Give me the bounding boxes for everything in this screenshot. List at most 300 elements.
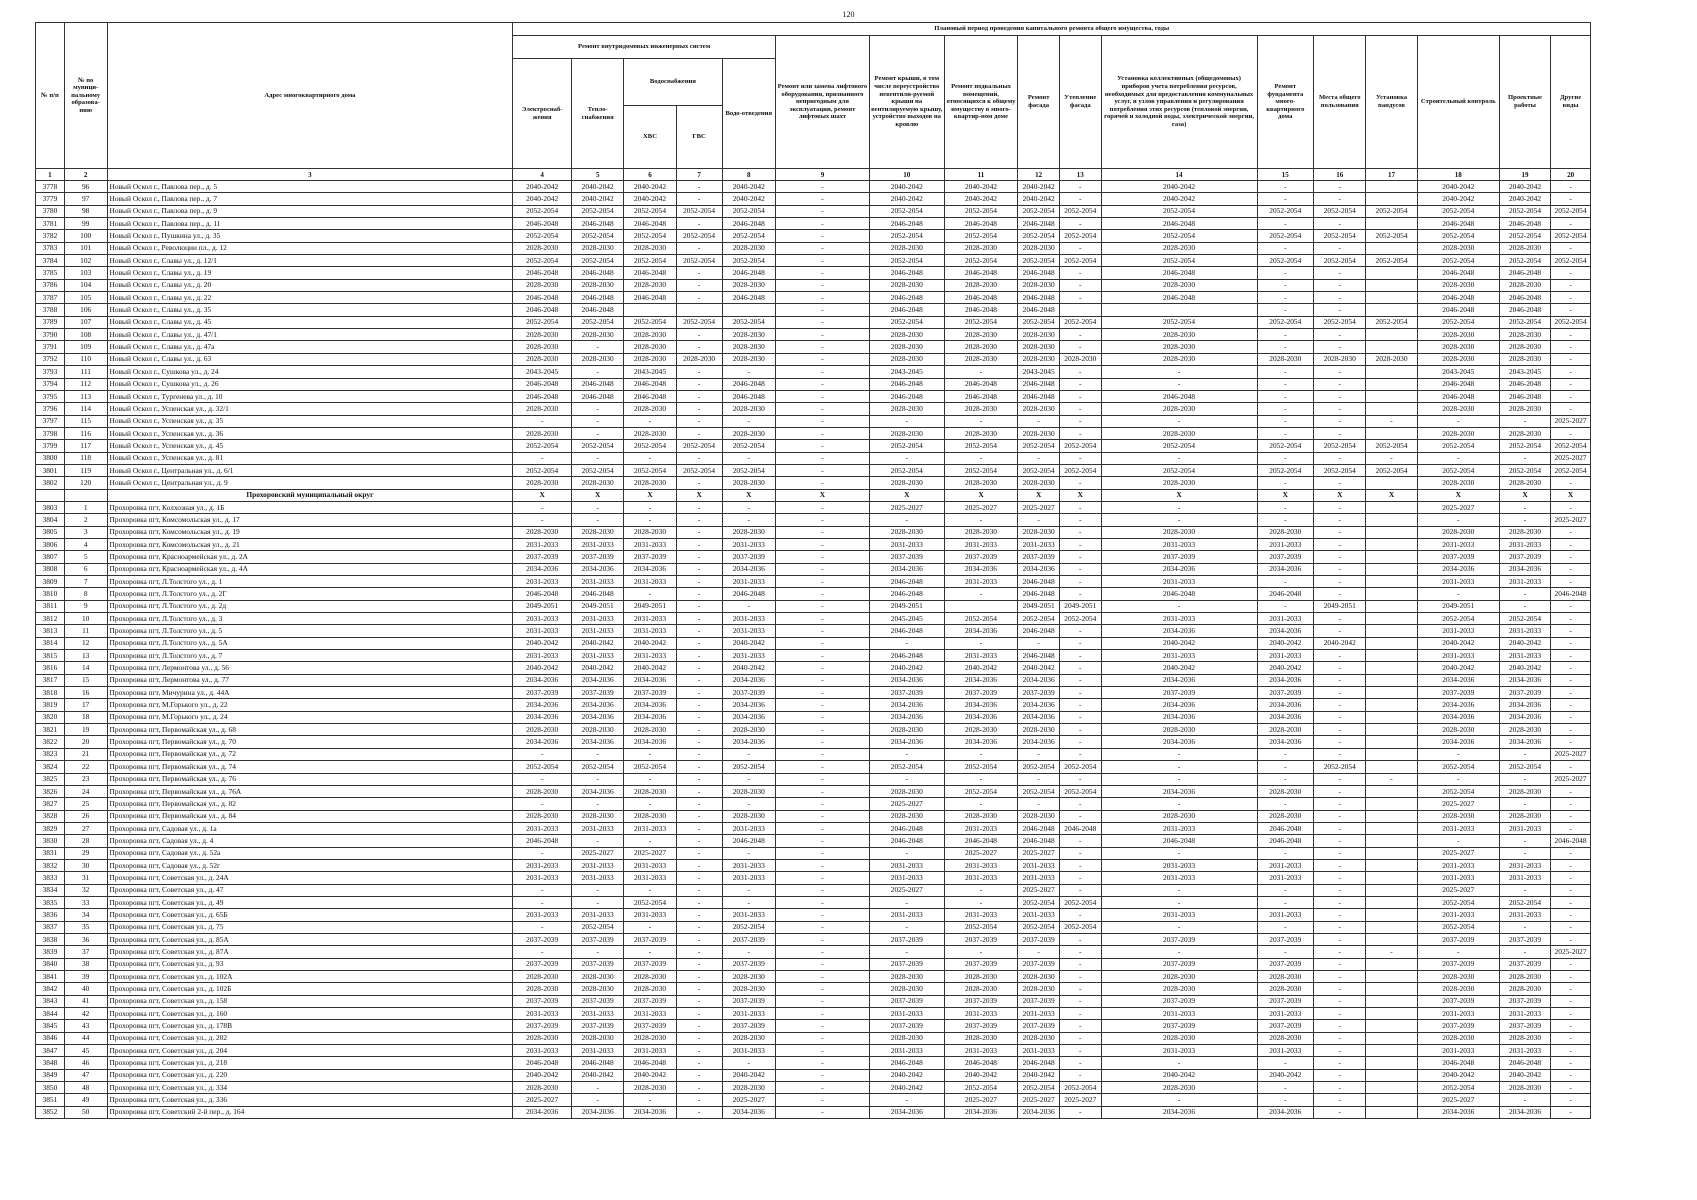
period-cell: - — [676, 279, 722, 291]
period-cell: 2046-2048 — [624, 378, 676, 390]
period-cell: 2052-2054 — [1551, 464, 1591, 476]
period-cell: 2037-2039 — [1499, 687, 1550, 699]
period-cell: - — [1551, 403, 1591, 415]
period-cell: 2028-2030 — [572, 353, 624, 365]
period-cell: - — [1059, 798, 1101, 810]
period-cell: 2046-2048 — [1257, 835, 1314, 847]
period-cell: 2052-2054 — [676, 440, 722, 452]
address-cell: Прохоровка пгт, Л.Толстого ул., д. 5 — [107, 625, 513, 637]
period-cell — [1366, 822, 1417, 834]
period-cell: 2031-2033 — [1417, 1008, 1499, 1020]
period-cell: - — [775, 464, 869, 476]
period-cell: - — [722, 452, 775, 464]
period-cell: 2052-2054 — [869, 230, 944, 242]
municipal-number: 37 — [64, 946, 107, 958]
period-cell: - — [1257, 896, 1314, 908]
period-cell: 2028-2030 — [1101, 724, 1257, 736]
period-cell: 2025-2027 — [513, 1094, 572, 1106]
period-cell: - — [775, 699, 869, 711]
period-cell: 2034-2036 — [572, 736, 624, 748]
period-cell: 2040-2042 — [1417, 193, 1499, 205]
period-cell: 2028-2030 — [1417, 526, 1499, 538]
period-cell: 2031-2033 — [1499, 822, 1550, 834]
table-row — [36, 613, 1591, 625]
period-cell: 2040-2042 — [1499, 637, 1550, 649]
period-cell: 2034-2036 — [869, 711, 944, 723]
period-cell — [944, 600, 1018, 612]
period-cell: 2052-2054 — [722, 255, 775, 267]
period-cell: - — [1059, 242, 1101, 254]
municipal-number: 113 — [64, 390, 107, 402]
address-cell: Прохоровка пгт, Советская ул., д. 158 — [107, 995, 513, 1007]
period-cell: 2037-2039 — [722, 995, 775, 1007]
municipal-number: 26 — [64, 810, 107, 822]
period-cell — [1366, 859, 1417, 871]
period-cell: - — [676, 761, 722, 773]
period-cell: 2028-2030 — [572, 477, 624, 489]
period-cell: - — [869, 921, 944, 933]
address-cell: Новый Оскол г., Успенская ул., д. 36 — [107, 427, 513, 439]
municipal-number: 10 — [64, 613, 107, 625]
period-cell: - — [1059, 687, 1101, 699]
table-row — [36, 847, 1591, 859]
period-cell: - — [775, 267, 869, 279]
period-cell: 2028-2030 — [513, 724, 572, 736]
period-cell: - — [722, 884, 775, 896]
period-cell: 2052-2054 — [1366, 464, 1417, 476]
period-cell: 2037-2039 — [944, 551, 1018, 563]
period-cell: 2043-2045 — [869, 366, 944, 378]
period-cell — [1366, 798, 1417, 810]
municipal-number: 117 — [64, 440, 107, 452]
period-cell: 2040-2042 — [572, 1069, 624, 1081]
period-cell: - — [572, 773, 624, 785]
period-cell: - — [624, 588, 676, 600]
period-cell: - — [1257, 218, 1314, 230]
period-cell: - — [676, 884, 722, 896]
period-cell: 2040-2042 — [1101, 637, 1257, 649]
period-cell — [1366, 872, 1417, 884]
period-cell: - — [775, 773, 869, 785]
row-index: 3851 — [36, 1094, 65, 1106]
period-cell: 2028-2030 — [624, 403, 676, 415]
municipal-number: 47 — [64, 1069, 107, 1081]
period-cell: - — [1314, 724, 1366, 736]
table-row — [36, 538, 1591, 550]
section-mark: X — [1059, 489, 1101, 501]
period-cell: 2028-2030 — [624, 785, 676, 797]
column-number: 14 — [1101, 169, 1257, 181]
period-cell: 2046-2048 — [722, 292, 775, 304]
period-cell — [1366, 551, 1417, 563]
period-cell: 2046-2048 — [944, 835, 1018, 847]
period-cell: - — [513, 946, 572, 958]
municipal-number: 27 — [64, 822, 107, 834]
address-cell: Прохоровка пгт, Л.Толстого ул., д. 2д — [107, 600, 513, 612]
header-heat: Тепло-снабжения — [572, 59, 624, 169]
period-cell: - — [775, 859, 869, 871]
header-construction-control: Строительный контроль — [1417, 36, 1499, 169]
period-cell — [1366, 847, 1417, 859]
period-cell: - — [1314, 341, 1366, 353]
address-cell: Прохоровка пгт, Советская ул., д. 204 — [107, 1045, 513, 1057]
period-cell: 2028-2030 — [722, 810, 775, 822]
period-cell: - — [1551, 650, 1591, 662]
municipal-number: 114 — [64, 403, 107, 415]
period-cell: - — [1551, 600, 1591, 612]
table-row — [36, 896, 1591, 908]
address-cell: Прохоровка пгт, Первомайская ул., д. 68 — [107, 724, 513, 736]
period-cell: - — [944, 884, 1018, 896]
period-cell: - — [775, 724, 869, 736]
municipal-number: 105 — [64, 292, 107, 304]
period-cell: 2040-2042 — [722, 193, 775, 205]
period-cell: 2040-2042 — [944, 662, 1018, 674]
period-cell: 2052-2054 — [572, 255, 624, 267]
municipal-number: 15 — [64, 674, 107, 686]
period-cell: - — [869, 1094, 944, 1106]
period-cell: - — [1551, 329, 1591, 341]
period-cell: 2031-2033 — [1499, 859, 1550, 871]
period-cell: 2028-2030 — [1101, 329, 1257, 341]
period-cell — [1366, 687, 1417, 699]
period-cell: - — [572, 415, 624, 427]
section-mark: X — [1366, 489, 1417, 501]
period-cell: - — [1059, 637, 1101, 649]
row-index: 3814 — [36, 637, 65, 649]
period-cell: 2052-2054 — [722, 464, 775, 476]
period-cell: - — [1059, 193, 1101, 205]
period-cell: - — [1551, 563, 1591, 575]
period-cell: 2037-2039 — [1101, 933, 1257, 945]
period-cell: 2031-2033 — [869, 1008, 944, 1020]
period-cell: - — [624, 501, 676, 513]
period-cell: 2025-2027 — [1417, 847, 1499, 859]
period-cell: 2040-2042 — [1417, 662, 1499, 674]
period-cell — [1366, 736, 1417, 748]
period-cell: 2028-2030 — [513, 279, 572, 291]
address-cell: Прохоровка пгт, Советская ул., д. 178В — [107, 1020, 513, 1032]
period-cell — [1366, 181, 1417, 193]
period-cell: 2052-2054 — [676, 464, 722, 476]
period-cell: 2037-2039 — [722, 1020, 775, 1032]
period-cell: 2040-2042 — [1101, 662, 1257, 674]
period-cell: 2025-2027 — [1551, 514, 1591, 526]
row-index: 3811 — [36, 600, 65, 612]
period-cell: 2028-2030 — [624, 810, 676, 822]
period-cell: 2028-2030 — [624, 983, 676, 995]
row-index: 3843 — [36, 995, 65, 1007]
period-cell: 2031-2033 — [1257, 1008, 1314, 1020]
period-cell: 2034-2036 — [513, 563, 572, 575]
period-cell: - — [1059, 501, 1101, 513]
header-water-supply: Водоснабжения — [624, 59, 722, 106]
period-cell: 2034-2036 — [1499, 563, 1550, 575]
column-number: 9 — [775, 169, 869, 181]
period-cell: - — [1059, 711, 1101, 723]
period-cell: 2028-2030 — [1101, 242, 1257, 254]
period-cell: - — [1314, 1020, 1366, 1032]
period-cell: 2028-2030 — [1499, 353, 1550, 365]
row-index: 3786 — [36, 279, 65, 291]
period-cell: 2031-2033 — [572, 872, 624, 884]
period-cell: 2052-2054 — [1101, 255, 1257, 267]
period-cell: - — [1551, 279, 1591, 291]
municipal-number: 102 — [64, 255, 107, 267]
period-cell: 2028-2030 — [944, 242, 1018, 254]
period-cell — [1366, 1082, 1417, 1094]
section-title: Прохоровский муниципальный округ — [107, 489, 513, 501]
period-cell: 2031-2033 — [1257, 613, 1314, 625]
period-cell: - — [676, 1057, 722, 1069]
period-cell: 2028-2030 — [1018, 983, 1060, 995]
period-cell: 2034-2036 — [1101, 563, 1257, 575]
period-cell: 2037-2039 — [1499, 933, 1550, 945]
period-cell: - — [775, 341, 869, 353]
period-cell: - — [624, 946, 676, 958]
period-cell: 2037-2039 — [944, 958, 1018, 970]
table-row — [36, 551, 1591, 563]
period-cell: - — [1551, 366, 1591, 378]
period-cell: - — [1551, 1020, 1591, 1032]
row-index: 3799 — [36, 440, 65, 452]
period-cell: 2028-2030 — [1101, 279, 1257, 291]
municipal-number: 120 — [64, 477, 107, 489]
address-cell: Новый Оскол г., Центральная ул., д. 6/1 — [107, 464, 513, 476]
period-cell: 2028-2030 — [1417, 971, 1499, 983]
period-cell: 2025-2027 — [1417, 1094, 1499, 1106]
address-cell: Новый Оскол г., Славы ул., д. 47/1 — [107, 329, 513, 341]
period-cell: - — [1314, 958, 1366, 970]
period-cell: 2040-2042 — [722, 662, 775, 674]
address-cell: Прохоровка пгт, Комсомольская ул., д. 17 — [107, 514, 513, 526]
period-cell: 2031-2033 — [1018, 1008, 1060, 1020]
period-cell: 2028-2030 — [1314, 353, 1366, 365]
period-cell: - — [1551, 711, 1591, 723]
period-cell: - — [1499, 501, 1550, 513]
period-cell: - — [1059, 699, 1101, 711]
municipal-number: 32 — [64, 884, 107, 896]
period-cell: 2028-2030 — [1101, 526, 1257, 538]
period-cell: - — [775, 1106, 869, 1118]
period-cell: 2031-2033 — [572, 650, 624, 662]
header-internal-systems: Ремонт внутридомовых инженерных систем — [513, 36, 776, 59]
row-index: 3807 — [36, 551, 65, 563]
period-cell — [1366, 588, 1417, 600]
period-cell: - — [676, 1094, 722, 1106]
period-cell: - — [572, 501, 624, 513]
period-cell: - — [1551, 958, 1591, 970]
period-cell: 2046-2048 — [1417, 218, 1499, 230]
period-cell: 2040-2042 — [1499, 193, 1550, 205]
period-cell: - — [944, 896, 1018, 908]
period-cell: - — [1551, 884, 1591, 896]
table-row — [36, 218, 1591, 230]
period-cell: - — [1059, 181, 1101, 193]
period-cell: - — [944, 366, 1018, 378]
period-cell — [1366, 366, 1417, 378]
period-cell: 2034-2036 — [1257, 699, 1314, 711]
period-cell: - — [1314, 884, 1366, 896]
period-cell: - — [775, 526, 869, 538]
period-cell: 2046-2048 — [1499, 378, 1550, 390]
period-cell: - — [775, 477, 869, 489]
period-cell: - — [775, 514, 869, 526]
address-cell: Новый Оскол г., Революции пл., д. 12 — [107, 242, 513, 254]
period-cell: 2052-2054 — [624, 205, 676, 217]
column-number: 11 — [944, 169, 1018, 181]
period-cell: - — [775, 662, 869, 674]
period-cell: 2046-2048 — [1101, 267, 1257, 279]
period-cell: - — [1257, 427, 1314, 439]
address-cell: Новый Оскол г., Павлова пер., д. 11 — [107, 218, 513, 230]
row-index: 3846 — [36, 1032, 65, 1044]
period-cell: 2046-2048 — [513, 835, 572, 847]
period-cell: - — [775, 995, 869, 1007]
period-cell: 2037-2039 — [1018, 551, 1060, 563]
row-index: 3790 — [36, 329, 65, 341]
municipal-number: 40 — [64, 983, 107, 995]
period-cell: 2031-2033 — [513, 822, 572, 834]
period-cell: - — [1257, 748, 1314, 760]
period-cell: 2028-2030 — [624, 724, 676, 736]
period-cell: 2046-2048 — [869, 625, 944, 637]
period-cell: 2028-2030 — [1257, 724, 1314, 736]
period-cell: 2028-2030 — [944, 329, 1018, 341]
period-cell: 2031-2033 — [1417, 538, 1499, 550]
address-cell: Прохоровка пгт, Колхозная ул., д. 1Б — [107, 501, 513, 513]
column-number: 6 — [624, 169, 676, 181]
period-cell: 2052-2054 — [1059, 1082, 1101, 1094]
municipal-number: 110 — [64, 353, 107, 365]
table-row — [36, 341, 1591, 353]
period-cell: 2028-2030 — [1257, 810, 1314, 822]
period-cell: 2025-2027 — [1059, 1094, 1101, 1106]
period-cell — [1366, 1032, 1417, 1044]
address-cell: Новый Оскол г., Успенская ул., д. 45 — [107, 440, 513, 452]
period-cell: 2046-2048 — [1101, 292, 1257, 304]
period-cell: 2046-2048 — [869, 588, 944, 600]
row-index: 3783 — [36, 242, 65, 254]
municipal-number: 14 — [64, 662, 107, 674]
municipal-number: 31 — [64, 872, 107, 884]
period-cell: 2052-2054 — [722, 761, 775, 773]
period-cell: 2037-2039 — [1018, 1020, 1060, 1032]
period-cell: 2052-2054 — [1257, 230, 1314, 242]
period-cell: 2046-2048 — [1018, 625, 1060, 637]
period-cell: 2034-2036 — [1499, 674, 1550, 686]
period-cell — [1366, 329, 1417, 341]
period-cell: 2031-2033 — [1417, 822, 1499, 834]
section-mark: X — [572, 489, 624, 501]
period-cell: 2034-2036 — [1101, 785, 1257, 797]
period-cell: 2031-2033 — [1417, 909, 1499, 921]
period-cell: - — [1101, 773, 1257, 785]
row-index: 3805 — [36, 526, 65, 538]
period-cell: - — [1101, 921, 1257, 933]
period-cell: 2040-2042 — [513, 193, 572, 205]
period-cell: 2031-2033 — [572, 1045, 624, 1057]
period-cell — [1366, 674, 1417, 686]
period-cell: 2052-2054 — [722, 205, 775, 217]
period-cell: 2034-2036 — [1257, 736, 1314, 748]
period-cell: - — [1059, 341, 1101, 353]
period-cell: 2052-2054 — [1059, 255, 1101, 267]
municipal-number: 29 — [64, 847, 107, 859]
period-cell: - — [722, 896, 775, 908]
period-cell: 2037-2039 — [1499, 551, 1550, 563]
period-cell: 2034-2036 — [513, 711, 572, 723]
period-cell: - — [1551, 810, 1591, 822]
period-cell: 2046-2048 — [1551, 588, 1591, 600]
period-cell — [1366, 699, 1417, 711]
period-cell: - — [1059, 872, 1101, 884]
period-cell: 2031-2033 — [944, 859, 1018, 871]
period-cell: 2031-2033 — [1499, 909, 1550, 921]
period-cell: 2028-2030 — [624, 279, 676, 291]
period-cell: 2028-2030 — [944, 427, 1018, 439]
period-cell: 2052-2054 — [572, 230, 624, 242]
period-cell: 2028-2030 — [1059, 353, 1101, 365]
period-cell: 2025-2027 — [1018, 501, 1060, 513]
period-cell: 2031-2033 — [722, 625, 775, 637]
period-cell: - — [1551, 662, 1591, 674]
period-cell: - — [1551, 1106, 1591, 1118]
period-cell: - — [775, 674, 869, 686]
period-cell: 2052-2054 — [1499, 613, 1550, 625]
municipal-number: 41 — [64, 995, 107, 1007]
period-cell: - — [676, 711, 722, 723]
period-cell: 2028-2030 — [869, 810, 944, 822]
header-basement: Ремонт подвальных помещений, относящихся к общему имуществу в много-квартир-ном доме — [944, 36, 1018, 169]
period-cell: 2046-2048 — [1018, 390, 1060, 402]
table-row — [36, 625, 1591, 637]
address-cell: Прохоровка пгт, Советская ул., д. 75 — [107, 921, 513, 933]
period-cell: 2037-2039 — [513, 995, 572, 1007]
period-cell: - — [775, 588, 869, 600]
period-cell: 2052-2054 — [624, 255, 676, 267]
period-cell: 2037-2039 — [722, 687, 775, 699]
row-index: 3831 — [36, 847, 65, 859]
period-cell: - — [676, 958, 722, 970]
period-cell: - — [1059, 1045, 1101, 1057]
period-cell: - — [1059, 588, 1101, 600]
period-cell: - — [1314, 711, 1366, 723]
period-cell: 2037-2039 — [722, 958, 775, 970]
period-cell: - — [513, 896, 572, 908]
period-cell: 2037-2039 — [624, 933, 676, 945]
period-cell: - — [676, 625, 722, 637]
municipal-number: 13 — [64, 650, 107, 662]
period-cell: - — [513, 847, 572, 859]
period-cell: 2046-2048 — [572, 267, 624, 279]
period-cell: 2046-2048 — [1499, 292, 1550, 304]
period-cell: - — [676, 588, 722, 600]
period-cell: 2028-2030 — [513, 403, 572, 415]
period-cell: 2052-2054 — [572, 464, 624, 476]
period-cell: 2028-2030 — [1257, 1032, 1314, 1044]
period-cell: - — [1499, 588, 1550, 600]
period-cell: 2052-2054 — [869, 761, 944, 773]
period-cell — [1366, 983, 1417, 995]
municipal-number: 107 — [64, 316, 107, 328]
period-cell: - — [1101, 798, 1257, 810]
period-cell: - — [1314, 687, 1366, 699]
period-cell — [1366, 637, 1417, 649]
header-ramps: Установка пандусов — [1366, 36, 1417, 169]
period-cell: - — [1551, 785, 1591, 797]
section-mark: X — [1551, 489, 1591, 501]
